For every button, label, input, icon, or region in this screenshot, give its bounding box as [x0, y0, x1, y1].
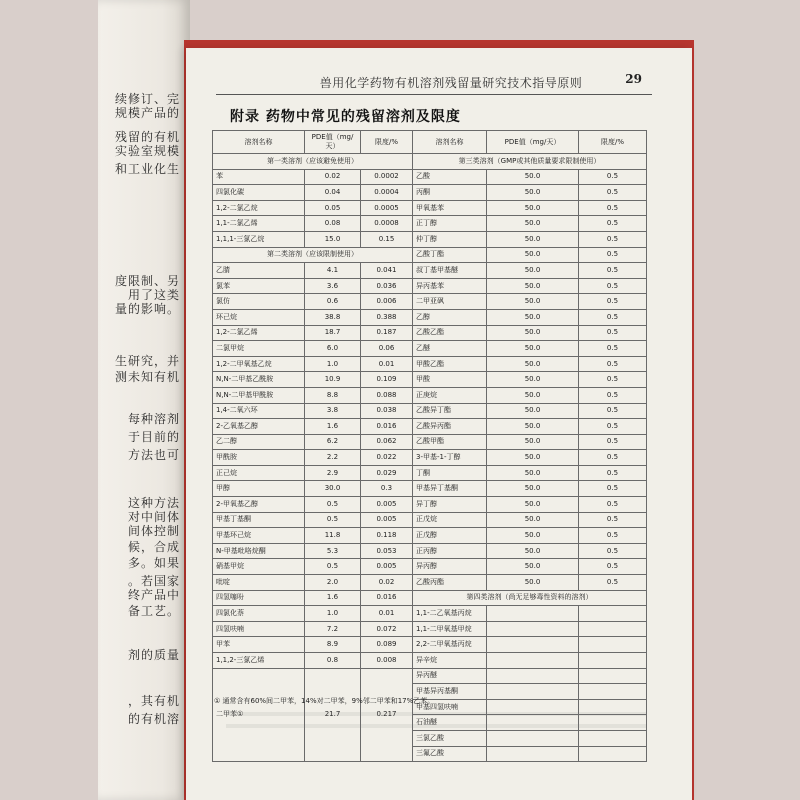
limit-value-cell: [579, 653, 647, 669]
pde-value-cell: 8.8: [305, 387, 361, 403]
limit-value-cell: [579, 715, 647, 731]
pde-value-cell: 11.8: [305, 528, 361, 544]
section-header-cell: 第四类溶剂（尚无足够毒性资料的溶剂）: [413, 590, 647, 606]
pde-value-cell: 50.0: [487, 372, 579, 388]
solvent-name-cell: 1,1-二乙氧基丙烷: [413, 606, 487, 622]
pde-value-cell: 50.0: [487, 419, 579, 435]
solvent-name-cell: 四氢噻吩: [213, 590, 305, 606]
table-row: [213, 481, 647, 497]
table-row: [213, 512, 647, 528]
solvent-name-cell: 正戊烷: [413, 512, 487, 528]
left-page-text-line: 生研究，并: [114, 354, 180, 368]
pde-value-cell: 50.0: [487, 512, 579, 528]
pde-value-cell: 30.0: [305, 481, 361, 497]
table-row: [213, 637, 647, 653]
table-row: [213, 309, 647, 325]
limit-value-cell: 0.5: [579, 278, 647, 294]
left-page: [98, 0, 190, 800]
table-row: [213, 621, 647, 637]
right-page: [186, 48, 692, 800]
limit-value-cell: 0.016: [361, 419, 413, 435]
solvent-name-cell: 异辛烷: [413, 653, 487, 669]
table-row: [213, 231, 647, 247]
limit-value-cell: 0.5: [579, 185, 647, 201]
pde-value-cell: 6.2: [305, 434, 361, 450]
solvent-name-cell: 1,1,2-三氯乙烯: [213, 653, 305, 669]
pde-value-cell: [487, 637, 579, 653]
pde-value-cell: 50.0: [487, 543, 579, 559]
limit-value-cell: 0.088: [361, 387, 413, 403]
limit-value-cell: 0.5: [579, 528, 647, 544]
header-rule: [216, 94, 652, 95]
pde-value-cell: 2.0: [305, 575, 361, 591]
limit-value-cell: 0.109: [361, 372, 413, 388]
limit-value-cell: [579, 684, 647, 700]
pde-value-cell: 2.2: [305, 450, 361, 466]
solvent-name-cell: 三氟乙酸: [413, 746, 487, 762]
solvent-name-cell: 甲基异丙基酮: [413, 684, 487, 700]
table-row: [213, 356, 647, 372]
solvent-name-cell: 正己烷: [213, 465, 305, 481]
table-header-row: [213, 131, 647, 154]
limit-value-cell: [579, 606, 647, 622]
appendix-title: 附录 药物中常见的残留溶剂及限度: [230, 109, 461, 125]
limit-value-cell: 0.5: [579, 465, 647, 481]
solvent-name-cell: 二甲亚砜: [413, 294, 487, 310]
limit-value-cell: 0.5: [579, 294, 647, 310]
limit-value-cell: 0.5: [579, 481, 647, 497]
left-page-text-line: 和工业化生: [114, 162, 180, 176]
limit-value-cell: 0.5: [579, 169, 647, 185]
limit-value-cell: 0.053: [361, 543, 413, 559]
solvent-name-cell: 甲醇: [213, 481, 305, 497]
solvent-name-cell: 甲苯: [213, 637, 305, 653]
pde-value-cell: 50.0: [487, 294, 579, 310]
col-header-pde: PDE值（mg/天）: [305, 131, 361, 154]
pde-value-cell: 8.9: [305, 637, 361, 653]
limit-value-cell: 0.217: [361, 668, 413, 762]
limit-value-cell: 0.5: [579, 231, 647, 247]
limit-value-cell: [579, 730, 647, 746]
pde-value-cell: [487, 730, 579, 746]
pde-value-cell: 6.0: [305, 341, 361, 357]
solvent-name-cell: 苯: [213, 169, 305, 185]
limit-value-cell: 0.006: [361, 294, 413, 310]
pde-value-cell: 50.0: [487, 403, 579, 419]
solvent-name-cell: 1,1-二氯乙烯: [213, 216, 305, 232]
limit-value-cell: 0.5: [579, 559, 647, 575]
pde-value-cell: [487, 606, 579, 622]
solvent-name-cell: 石油醚: [413, 715, 487, 731]
faded-text-line: [226, 724, 646, 728]
left-page-text-line: 。若国家: [127, 574, 180, 588]
table-row: [213, 528, 647, 544]
limit-value-cell: 0.5: [579, 419, 647, 435]
solvent-table: [212, 130, 647, 762]
pde-value-cell: 50.0: [487, 575, 579, 591]
table-row: [213, 590, 647, 606]
pde-value-cell: 50.0: [487, 559, 579, 575]
table-row: [213, 497, 647, 513]
left-page-text-line: 多。如果: [127, 556, 180, 570]
col-header-limit: 限度/%: [579, 131, 647, 154]
solvent-name-cell: 1,2-二甲氧基乙烷: [213, 356, 305, 372]
solvent-name-cell: 乙酸乙酯: [413, 325, 487, 341]
page-number: 29: [625, 72, 642, 86]
limit-value-cell: 0.022: [361, 450, 413, 466]
left-page-text-line: 用了这类: [127, 288, 180, 302]
limit-value-cell: 0.5: [579, 434, 647, 450]
limit-value-cell: 0.005: [361, 512, 413, 528]
pde-value-cell: 1.0: [305, 356, 361, 372]
col-header-pde: PDE值（mg/天）: [487, 131, 579, 154]
limit-value-cell: 0.036: [361, 278, 413, 294]
limit-value-cell: 0.388: [361, 309, 413, 325]
limit-value-cell: [579, 637, 647, 653]
left-page-text-line: 这种方法: [127, 496, 180, 510]
left-page-text-line: ，其有机: [127, 694, 180, 708]
pde-value-cell: 0.02: [305, 169, 361, 185]
limit-value-cell: 0.5: [579, 403, 647, 419]
left-page-text-line: 规模产品的: [114, 106, 180, 120]
solvent-name-cell: 2-乙氧基乙醇: [213, 419, 305, 435]
solvent-name-cell: 三氯乙酸: [413, 730, 487, 746]
solvent-name-cell: 1,2-二氯乙烯: [213, 325, 305, 341]
limit-value-cell: [579, 668, 647, 684]
col-header-name: 溶剂名称: [413, 131, 487, 154]
table-row: [213, 403, 647, 419]
solvent-name-cell: 乙醚: [413, 341, 487, 357]
table-row: [213, 185, 647, 201]
pde-value-cell: 0.8: [305, 653, 361, 669]
solvent-name-cell: 正丙醇: [413, 543, 487, 559]
solvent-name-cell: 乙酸: [413, 169, 487, 185]
table-row: [213, 419, 647, 435]
solvent-name-cell: 叔丁基甲基醚: [413, 263, 487, 279]
pde-value-cell: 50.0: [487, 481, 579, 497]
solvent-name-cell: 2,2-二甲氧基丙烷: [413, 637, 487, 653]
solvent-name-cell: N,N-二甲基甲酰胺: [213, 387, 305, 403]
solvent-name-cell: 乙酸异丙酯: [413, 419, 487, 435]
pde-value-cell: 50.0: [487, 309, 579, 325]
solvent-name-cell: 仲丁醇: [413, 231, 487, 247]
limit-value-cell: 0.3: [361, 481, 413, 497]
pde-value-cell: [487, 715, 579, 731]
limit-value-cell: 0.15: [361, 231, 413, 247]
pde-value-cell: 18.7: [305, 325, 361, 341]
limit-value-cell: 0.062: [361, 434, 413, 450]
limit-value-cell: 0.5: [579, 497, 647, 513]
limit-value-cell: 0.5: [579, 247, 647, 263]
pde-value-cell: 50.0: [487, 356, 579, 372]
left-page-text-line: 候，合成: [127, 540, 180, 554]
solvent-name-cell: 二甲苯①: [213, 668, 305, 762]
solvent-name-cell: 四氢呋喃: [213, 621, 305, 637]
pde-value-cell: 50.0: [487, 497, 579, 513]
solvent-name-cell: 1,2-二氯乙烷: [213, 200, 305, 216]
solvent-name-cell: 正庚烷: [413, 387, 487, 403]
pde-value-cell: 0.6: [305, 294, 361, 310]
solvent-name-cell: 甲基四氢呋喃: [413, 699, 487, 715]
limit-value-cell: 0.5: [579, 263, 647, 279]
solvent-name-cell: 乙酸丁酯: [413, 247, 487, 263]
table-row: [213, 294, 647, 310]
table-row: [213, 543, 647, 559]
pde-value-cell: 0.04: [305, 185, 361, 201]
table-row: [213, 387, 647, 403]
limit-value-cell: 0.5: [579, 512, 647, 528]
pde-value-cell: [487, 653, 579, 669]
pde-value-cell: 1.6: [305, 419, 361, 435]
limit-value-cell: 0.005: [361, 497, 413, 513]
pde-value-cell: 50.0: [487, 200, 579, 216]
pde-value-cell: 50.0: [487, 450, 579, 466]
pde-value-cell: 50.0: [487, 325, 579, 341]
limit-value-cell: 0.01: [361, 606, 413, 622]
pde-value-cell: 0.08: [305, 216, 361, 232]
pde-value-cell: 5.3: [305, 543, 361, 559]
solvent-name-cell: 1,4-二氧六环: [213, 403, 305, 419]
solvent-name-cell: 异丙基苯: [413, 278, 487, 294]
solvent-name-cell: 甲基丁基酮: [213, 512, 305, 528]
solvent-name-cell: 1,1-二甲氧基甲烷: [413, 621, 487, 637]
solvent-name-cell: 氯苯: [213, 278, 305, 294]
table-row: [213, 216, 647, 232]
pde-value-cell: 50.0: [487, 278, 579, 294]
solvent-name-cell: 氯仿: [213, 294, 305, 310]
pde-value-cell: 4.1: [305, 263, 361, 279]
pde-value-cell: [487, 684, 579, 700]
solvent-name-cell: 二氯甲烷: [213, 341, 305, 357]
limit-value-cell: 0.0004: [361, 185, 413, 201]
pde-value-cell: [487, 668, 579, 684]
pde-value-cell: 50.0: [487, 263, 579, 279]
limit-value-cell: 0.5: [579, 372, 647, 388]
pde-value-cell: 10.9: [305, 372, 361, 388]
table-row: [213, 465, 647, 481]
col-header-name: 溶剂名称: [213, 131, 305, 154]
limit-value-cell: 0.187: [361, 325, 413, 341]
limit-value-cell: 0.0002: [361, 169, 413, 185]
running-head: 兽用化学药物有机溶剂残留量研究技术指导原则: [319, 76, 583, 90]
table-row: [213, 559, 647, 575]
solvent-name-cell: 四氯化碳: [213, 185, 305, 201]
solvent-name-cell: 丙酮: [413, 185, 487, 201]
pde-value-cell: 50.0: [487, 465, 579, 481]
left-page-text-line: 于目前的: [127, 430, 180, 444]
left-page-text-line: 残留的有机: [114, 130, 180, 144]
solvent-name-cell: 正戊醇: [413, 528, 487, 544]
pde-value-cell: 50.0: [487, 387, 579, 403]
section-header-cell: 第二类溶剂（应该限制使用）: [213, 247, 413, 263]
solvent-name-cell: 1,1,1-三氯乙烷: [213, 231, 305, 247]
pde-value-cell: 0.5: [305, 512, 361, 528]
pde-value-cell: 1.6: [305, 590, 361, 606]
section-header-cell: 第一类溶剂（应该避免使用）: [213, 154, 413, 170]
col-header-limit: 限度/%: [361, 131, 413, 154]
pde-value-cell: 50.0: [487, 434, 579, 450]
left-page-text-line: 剂的质量: [127, 648, 180, 662]
pde-value-cell: 3.8: [305, 403, 361, 419]
solvent-name-cell: 乙酸甲酯: [413, 434, 487, 450]
solvent-name-cell: 乙二醇: [213, 434, 305, 450]
solvent-name-cell: 甲酰胺: [213, 450, 305, 466]
limit-value-cell: 0.5: [579, 575, 647, 591]
solvent-name-cell: 丁酮: [413, 465, 487, 481]
left-page-text-line: 对中间体: [127, 510, 180, 524]
limit-value-cell: [579, 746, 647, 762]
limit-value-cell: 0.0005: [361, 200, 413, 216]
table-row: [213, 278, 647, 294]
limit-value-cell: 0.072: [361, 621, 413, 637]
left-page-text-line: 每种溶剂: [127, 412, 180, 426]
table-row: [213, 653, 647, 669]
limit-value-cell: 0.005: [361, 559, 413, 575]
solvent-name-cell: 异丙醇: [413, 559, 487, 575]
solvent-name-cell: 乙醇: [413, 309, 487, 325]
left-page-text-line: 度限制、另: [114, 274, 180, 288]
table-row: [213, 169, 647, 185]
solvent-name-cell: 正丁醇: [413, 216, 487, 232]
pde-value-cell: 50.0: [487, 185, 579, 201]
faded-text-line: [226, 712, 646, 716]
pde-value-cell: 0.5: [305, 497, 361, 513]
solvent-name-cell: N,N-二甲基乙酰胺: [213, 372, 305, 388]
solvent-name-cell: 甲氧基苯: [413, 200, 487, 216]
limit-value-cell: 0.5: [579, 543, 647, 559]
solvent-name-cell: 乙酸丙酯: [413, 575, 487, 591]
table-row: [213, 154, 647, 170]
solvent-name-cell: 乙腈: [213, 263, 305, 279]
limit-value-cell: 0.06: [361, 341, 413, 357]
solvent-name-cell: 甲基环己烷: [213, 528, 305, 544]
limit-value-cell: 0.5: [579, 200, 647, 216]
limit-value-cell: 0.5: [579, 309, 647, 325]
solvent-name-cell: 甲酸: [413, 372, 487, 388]
limit-value-cell: 0.5: [579, 356, 647, 372]
left-page-text-line: 量的影响。: [114, 302, 180, 316]
limit-value-cell: 0.5: [579, 325, 647, 341]
table-row: [213, 575, 647, 591]
solvent-name-cell: 硝基甲烷: [213, 559, 305, 575]
left-page-text-line: 测未知有机: [114, 370, 180, 384]
pde-value-cell: [487, 746, 579, 762]
solvent-name-cell: 异丁醇: [413, 497, 487, 513]
pde-value-cell: 38.8: [305, 309, 361, 325]
limit-value-cell: 0.029: [361, 465, 413, 481]
table-row: [213, 606, 647, 622]
pde-value-cell: 0.5: [305, 559, 361, 575]
pde-value-cell: 7.2: [305, 621, 361, 637]
table-row: [213, 325, 647, 341]
pde-value-cell: 50.0: [487, 247, 579, 263]
solvent-name-cell: 2-甲氧基乙醇: [213, 497, 305, 513]
pde-value-cell: 50.0: [487, 216, 579, 232]
pde-value-cell: 50.0: [487, 528, 579, 544]
table-row: [213, 341, 647, 357]
pde-value-cell: 1.0: [305, 606, 361, 622]
solvent-name-cell: 3-甲基-1-丁醇: [413, 450, 487, 466]
pde-value-cell: 2.9: [305, 465, 361, 481]
table-footnote: ① 通常含有60%间二甲苯，14%对二甲苯，9%邻二甲苯和17%乙苯。: [214, 697, 435, 705]
pde-value-cell: 3.6: [305, 278, 361, 294]
left-page-text-line: 续修订、完: [114, 92, 180, 106]
table-row: [213, 247, 647, 263]
table-row: [213, 200, 647, 216]
table-row: [213, 450, 647, 466]
solvent-name-cell: N-甲基吡咯烷酮: [213, 543, 305, 559]
limit-value-cell: 0.01: [361, 356, 413, 372]
solvent-name-cell: 甲酸乙酯: [413, 356, 487, 372]
solvent-name-cell: 乙酸异丁酯: [413, 403, 487, 419]
limit-value-cell: 0.016: [361, 590, 413, 606]
solvent-name-cell: 四氯化萘: [213, 606, 305, 622]
table-row: [213, 263, 647, 279]
limit-value-cell: 0.02: [361, 575, 413, 591]
solvent-name-cell: 环己烷: [213, 309, 305, 325]
limit-value-cell: 0.118: [361, 528, 413, 544]
pde-value-cell: 21.7: [305, 668, 361, 762]
solvent-name-cell: 异丙醚: [413, 668, 487, 684]
table-row: [213, 372, 647, 388]
limit-value-cell: 0.038: [361, 403, 413, 419]
limit-value-cell: 0.041: [361, 263, 413, 279]
limit-value-cell: 0.5: [579, 341, 647, 357]
table-row: [213, 668, 647, 684]
pde-value-cell: 50.0: [487, 341, 579, 357]
pde-value-cell: 0.05: [305, 200, 361, 216]
limit-value-cell: 0.5: [579, 216, 647, 232]
left-page-text-line: 实验室规模: [114, 144, 180, 158]
limit-value-cell: 0.5: [579, 387, 647, 403]
pde-value-cell: [487, 621, 579, 637]
limit-value-cell: 0.089: [361, 637, 413, 653]
solvent-name-cell: 甲基异丁基酮: [413, 481, 487, 497]
left-page-text-line: 终产品中: [127, 588, 180, 602]
pde-value-cell: 15.0: [305, 231, 361, 247]
left-page-text-line: 间体控制: [127, 524, 180, 538]
pde-value-cell: 50.0: [487, 169, 579, 185]
table-row: [213, 434, 647, 450]
solvent-name-cell: 吡啶: [213, 575, 305, 591]
section-header-cell: 第三类溶剂（GMP或其他质量要求限制使用）: [413, 154, 647, 170]
left-page-text-line: 的有机溶: [127, 712, 180, 726]
left-page-text-line: 方法也可: [127, 448, 180, 462]
limit-value-cell: [579, 621, 647, 637]
limit-value-cell: 0.5: [579, 450, 647, 466]
limit-value-cell: 0.0008: [361, 216, 413, 232]
pde-value-cell: 50.0: [487, 231, 579, 247]
limit-value-cell: 0.008: [361, 653, 413, 669]
left-page-text-line: 备工艺。: [127, 604, 180, 618]
